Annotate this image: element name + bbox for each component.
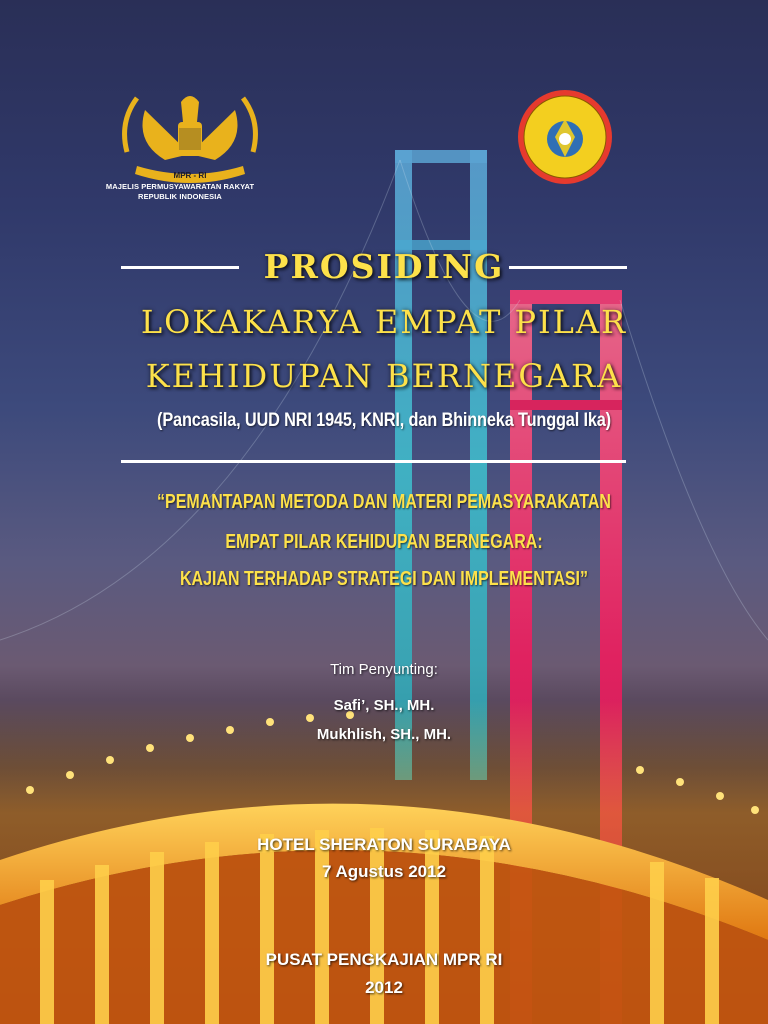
mpr-caption-line2: REPUBLIK INDONESIA	[138, 192, 222, 201]
event-date: 7 Agustus 2012	[321, 862, 447, 881]
title-line-3: KEHIDUPAN BERNEGARA	[145, 357, 623, 395]
cyan-pylon	[395, 150, 487, 780]
title-line-1: PROSIDING	[263, 247, 505, 286]
editor-name-2: Mukhlish, SH., MH.	[316, 726, 452, 743]
university-seal-icon	[515, 87, 615, 187]
mpr-caption	[90, 182, 270, 202]
theme-line-2: EMPAT PILAR KEHIDUPAN BERNEGARA:	[225, 531, 543, 553]
emblem-ribbon-text: MPR - RI	[173, 171, 207, 180]
publication-year: 2012	[365, 978, 403, 997]
title-line-2: LOKAKARYA EMPAT PILAR	[140, 303, 628, 341]
subtitle: (Pancasila, UUD NRI 1945, KNRI, dan Bhinneka Tunggal Ika)	[157, 410, 611, 431]
theme-line-1: “PEMANTAPAN METODA DAN MATERI PEMASYARAKATAN	[157, 491, 611, 513]
mpr-caption-line1: MAJELIS PERMUSYAWARATAN RAKYAT	[105, 182, 255, 191]
event-venue: HOTEL SHERATON SURABAYA	[257, 835, 511, 854]
subtitle-rule	[121, 460, 626, 463]
editor-name-1: Safi’, SH., MH.	[333, 697, 435, 714]
editor-label: Tim Penyunting:	[330, 661, 438, 678]
publisher-name: PUSAT PENGKAJIAN MPR RI	[265, 950, 503, 969]
theme-line-3: KAJIAN TERHADAP STRATEGI DAN IMPLEMENTASI”	[179, 568, 589, 590]
